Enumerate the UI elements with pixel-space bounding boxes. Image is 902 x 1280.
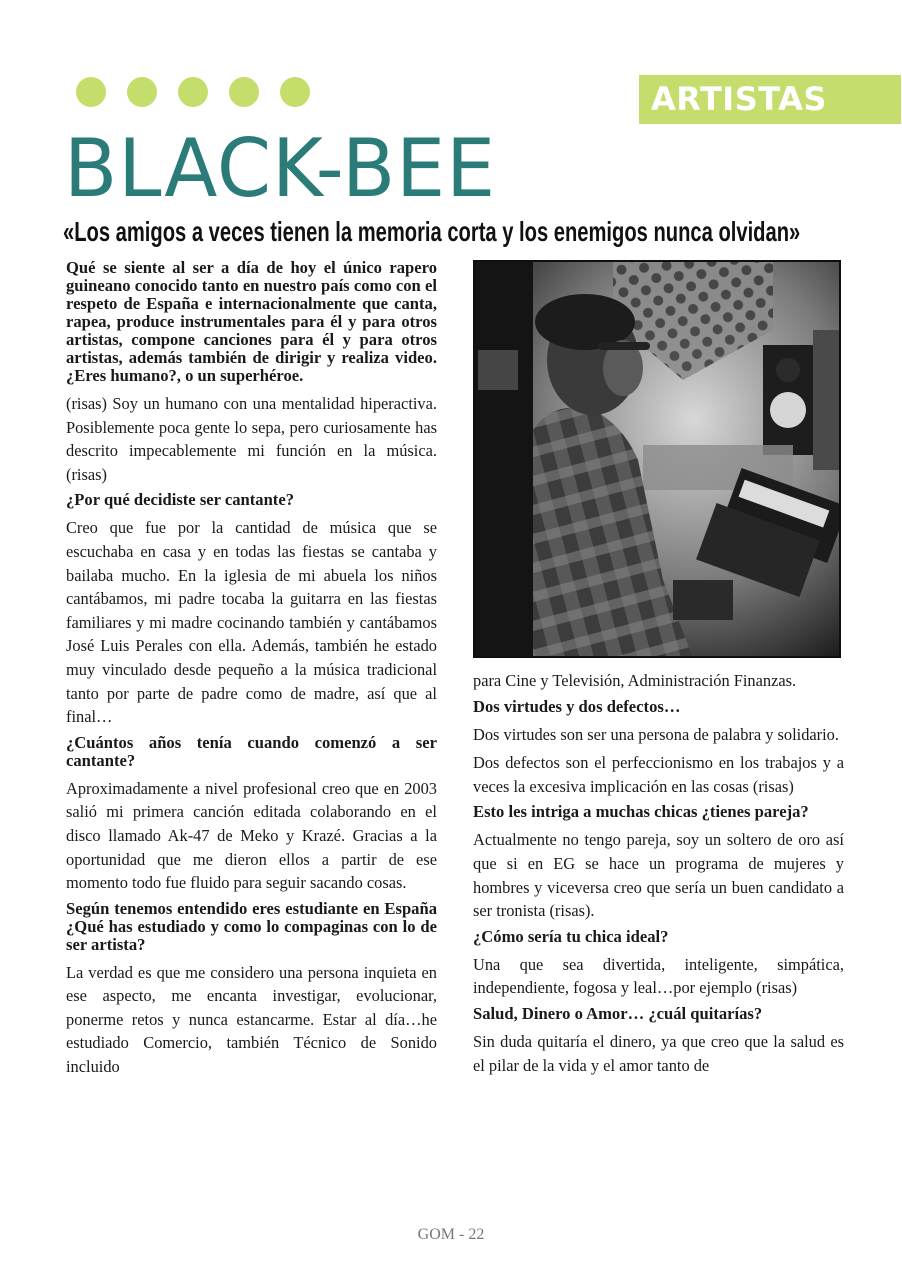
- interview-answer: Dos defectos son el perfeccionismo en los trabajos y a veces la excesiva implicación en las cosas (risas): [473, 753, 844, 796]
- artist-photo: [473, 260, 841, 658]
- interview-question: Salud, Dinero o Amor… ¿cuál quitarías?: [473, 1003, 763, 1023]
- interview-question: Según tenemos entendido eres estudiante en España ¿Qué has estudiado y como lo compaginas con lo de ser artista?: [66, 898, 437, 954]
- dot-icon: [127, 77, 157, 107]
- studio-photo-illustration: [473, 260, 841, 658]
- interview-question: Dos virtudes y dos defectos…: [473, 696, 681, 716]
- interview-question: ¿Cuántos años tenía cuando comenzó a ser cantante?: [66, 732, 437, 770]
- dot-icon: [280, 77, 310, 107]
- dot-icon: [178, 77, 208, 107]
- interview-answer: (risas) Soy un humano con una mentalidad hiperactiva. Posiblemente poca gente lo sepa, pero curiosamente has descrito impecablemente mi función en la música. (risas): [66, 394, 437, 484]
- interview-answer: Creo que fue por la cantidad de música que se escuchaba en casa y en todas las fiestas se cantaba y bailaba mucho. En la iglesia de mi abuela los niños cantábamos, mi padre tocaba la guitarra en las fiestas familiares y mi madre cocinando también y cantábamos José Luis Perales con ella. Además, también he estado muy vinculado desde pequeño a la música tradicional tanto por parte de padre como de madre, así que al final…: [66, 518, 437, 727]
- dot-icon: [229, 77, 259, 107]
- right-column: [473, 669, 844, 1082]
- article-title: BLACK-BEE: [64, 122, 497, 215]
- interview-answer: Actualmente no tengo pareja, soy un soltero de oro así que si en EG se hace un programa de mujeres y hombres y viceversa creo que sería un buen candidato a ser tronista (risas).: [473, 830, 844, 921]
- decorative-dots: [76, 77, 310, 107]
- left-column: [66, 259, 437, 1084]
- interview-question: Qué se siente al ser a día de hoy el único rapero guineano conocido tanto en nuestro país como con el respeto de España e internacionalmente que canta, rapea, produce instrumentales para él y para otros artistas, compone canciones para él y para otros artistas, además también de dirigir y realiza video. ¿Eres humano?, o un superhéroe.: [66, 258, 437, 385]
- section-label: ARTISTAS: [651, 80, 827, 118]
- section-badge: [639, 75, 901, 124]
- page-number: GOM - 22: [417, 1226, 485, 1243]
- interview-question: Esto les intriga a muchas chicas ¿tienes pareja?: [473, 802, 809, 822]
- interview-answer: para Cine y Televisión, Administración Finanzas.: [473, 671, 797, 690]
- interview-answer: La verdad es que me considero una persona inquieta en ese aspecto, me encanta investigar, evolucionar, ponerme retos y nunca estancarme. Estar al día…he estudiado Comercio, también Técnico de Sonido incluido: [66, 962, 437, 1077]
- interview-answer: Aproximadamente a nivel profesional creo que en 2003 salió mi primera canción editada colaborando en el disco llamado Ak-47 de Meko y Krazé. Gracias a la oportunidad que me dieron ellos a partir de ese momento todo fue fluido para seguir sacando cosas.: [66, 778, 437, 893]
- pull-quote: «Los amigos a veces tienen la memoria corta y los enemigos nunca olvidan»: [63, 216, 801, 247]
- dot-icon: [76, 77, 106, 107]
- interview-answer: Dos virtudes son ser una persona de palabra y solidario.: [473, 724, 839, 744]
- interview-question: ¿Cómo sería tu chica ideal?: [473, 926, 669, 946]
- interview-question: ¿Por qué decidiste ser cantante?: [66, 490, 294, 510]
- interview-answer: Una que sea divertida, inteligente, simpática, independiente, fogosa y leal…por ejemplo (risas): [473, 954, 844, 998]
- interview-answer: Sin duda quitaría el dinero, ya que creo que la salud es el pilar de la vida y el amor tanto de: [473, 1031, 844, 1075]
